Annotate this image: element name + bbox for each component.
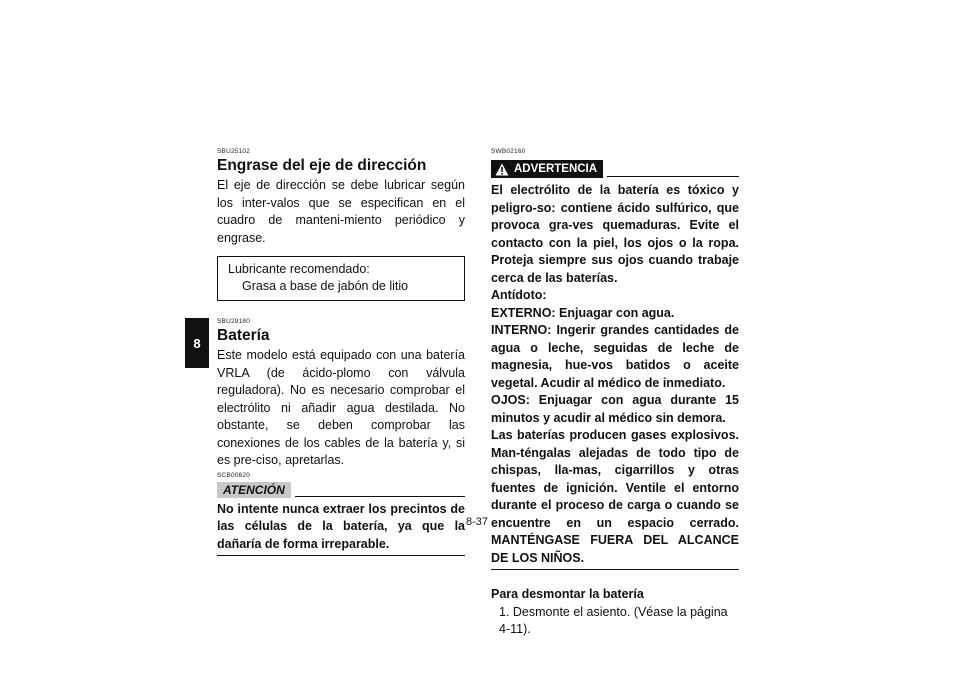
left-column bbox=[217, 148, 465, 556]
warning-badge bbox=[491, 160, 603, 178]
warning-rule bbox=[607, 176, 739, 177]
warning-code: SWB02160 bbox=[491, 148, 526, 155]
warning-line: OJOS: Enjuagar con agua durante 15 minutos y acudir al médico sin demora. bbox=[491, 393, 739, 425]
caution-text: No intente nunca extraer los precintos de las células de la batería, ya que la dañaría de forma irreparable. bbox=[217, 501, 465, 551]
section-code: SBU29180 bbox=[217, 318, 251, 325]
chapter-tab bbox=[185, 318, 209, 368]
caution-end-rule bbox=[217, 555, 465, 556]
warning-badge-label: ADVERTENCIA bbox=[514, 163, 598, 175]
lubricant-box bbox=[217, 256, 465, 301]
section-code: SBU25102 bbox=[217, 148, 251, 155]
chapter-tab-label: 8 bbox=[193, 335, 201, 351]
section-body-battery: Este modelo está equipado con una batería VRLA (de ácido-plomo con válvula reguladora). No es necesario comprobar el electrólito ni añadir agua destilada. No obstante, se deben comprobar las conexiones de los cables de la batería y, si es pre-ciso, apretarlas. bbox=[217, 348, 465, 467]
warning-body bbox=[491, 182, 739, 567]
caution-header bbox=[217, 482, 465, 498]
lubricant-value: Grasa a base de jabón de litio bbox=[242, 279, 409, 293]
lubricant-label: Lubricante recomendado: bbox=[228, 262, 370, 276]
procedure-title: Para desmontar la batería bbox=[491, 587, 644, 601]
section-title-battery: Batería bbox=[217, 327, 270, 344]
warning-line: Las baterías producen gases explosivos. Man-téngalas alejadas de todo tipo de chispas, lla-mas, cigarrillos y otras fuentes de ignición. Ventile el entorno durante el proceso de carga o cuando se encuentre en un espacio cerrado. MANTÉNGASE FUERA DEL ALCANCE DE LOS NIÑOS. bbox=[491, 428, 739, 565]
warning-line: Antídoto: bbox=[491, 288, 547, 302]
warning-line: INTERNO: Ingerir grandes cantidades de agua o leche, seguidas de leche de magnesia, hue-vos batidos o aceite vegetal. Acudir al médico de inmediato. bbox=[491, 323, 739, 390]
procedure-step: 1. Desmonte el asiento. (Véase la página 4-11). bbox=[499, 604, 728, 636]
caution-badge: ATENCIÓN bbox=[217, 482, 291, 498]
warning-line: El electrólito de la batería es tóxico y peligro-so: contiene ácido sulfúrico, que provoca gra-ves quemaduras. Evite el contacto con la piel, los ojos o la ropa. Proteja siempre sus ojos cuando trabaje cerca de las baterías. bbox=[491, 183, 739, 285]
caution-code: SCB00620 bbox=[217, 471, 251, 479]
warning-line: EXTERNO: Enjuagar con agua. bbox=[491, 305, 675, 320]
procedure-steps bbox=[491, 604, 739, 639]
warning-triangle-icon bbox=[495, 163, 509, 176]
section-title-steering: Engrase del eje de dirección bbox=[217, 157, 427, 174]
page-number: 8-37 bbox=[466, 516, 489, 528]
caution-rule bbox=[295, 496, 465, 497]
right-column bbox=[491, 148, 739, 639]
warning-header bbox=[491, 160, 739, 178]
section-body-steering: El eje de dirección se debe lubricar según los inter-valos que se especifican en el cuadro de manteni-miento periódico y engrase. bbox=[217, 178, 465, 245]
